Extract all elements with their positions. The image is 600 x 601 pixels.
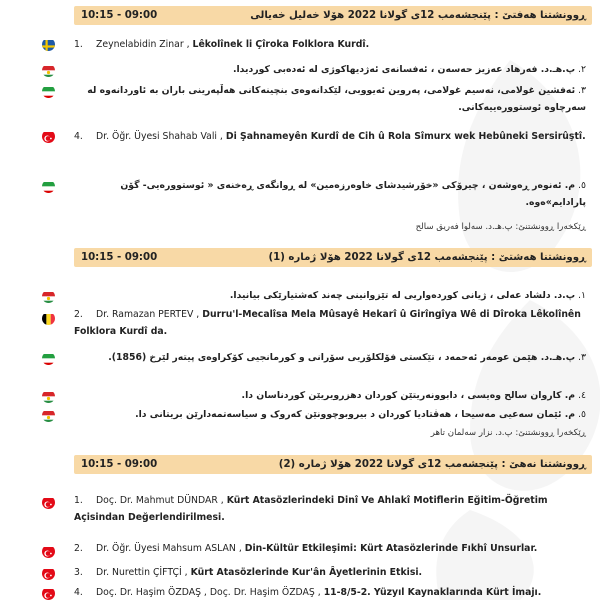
iran-flag-icon [42,180,55,193]
list-item: ١. پ.د. دلشاد عەلی ، ژیانی کوردەواریی لە تێزوانینی چەند کەشتیارێکی بیانیدا. [229,290,586,301]
session-8-time: 10:15 - 09:00 [81,252,158,263]
sweden-flag-icon [42,38,55,51]
list-item: ٣. ئەفشین غولامی، نەسیم غولامی، پەروین ئەیووبی، لێکدانەوەی بنچینەکانی هەڵپەرینی باران بە ئاوردانەوە لە سەرچاوە ئوستوورەییەکانی. [87,85,586,113]
list-item: 4. Dr. Öğr. Üyesi Shahab Vali , Di Şahnameyên Kurdî de Cih û Rola Sîmurx wek Hebûneki Sersirûştî. [74,131,586,142]
iran-flag-icon [42,85,55,98]
list-item: ٥. م. ئەنوەر ڕەوشەن ، چیرۆکی «خۆرشیدشای خاوەرزەمین» لە ڕوانگەی ڕەخنەی « ئوستوورەیی- گۆن پارادایم»ەوە. [120,180,586,208]
kurdistan-flag-icon [42,409,55,422]
list-item: 1. Doç. Dr. Mahmut DÜNDAR , Kürt Atasözlerindeki Dinî Ve Ahlakî Motiflerin Eğitim-Öğretim Açisindan Değerlendirilmesi. [74,495,548,523]
turkey-flag-icon [42,545,55,558]
list-item: 2. Dr. Öğr. Üyesi Mahsum ASLAN , Din-Kültür Etkileşimi: Kürt Atasözlerinde Fıkhî Unsurlar. [74,543,538,554]
session-9-time: 10:15 - 09:00 [81,459,158,470]
session-8-chair: ڕێکخەرا ڕوونشتنێ: پ.د. نزار سەلمان تاهر [430,428,586,438]
iran-flag-icon [42,352,55,365]
list-item: 4. Doç. Dr. Haşim ÖZDAŞ , Doç. Dr. Haşim ÖZDAŞ , 11-8/5-2. Yüzyıl Kaynaklarında Kürt İmajı. [74,587,542,598]
session-9-header [74,455,592,474]
list-item: ٣. پ.هـ.د. هێمن عومەر ئەحمەد ، تێکستی فۆلکلۆریی سۆرانی و کورمانجیی کۆکراوەی پیتەر لێرخ (1856). [108,352,586,363]
list-item: ٢. پ.هـ.د. فەرهاد عەزیز حەسەن ، ئەفسانەی ئەژدیهاکوژی لە ئەدەبی کوردیدا. [232,64,586,75]
session-7-title: ڕوونشتنا هەفتێ : پێنجشەمب 12ی گولانا 2022 هۆلا خەلیل خەیالی [250,10,586,21]
list-item: 1. Zeynelabidin Zinar , Lêkolînek li Çîroka Folklora Kurdî. [74,39,370,50]
kurdistan-flag-icon [42,64,55,77]
session-7-header [74,6,592,25]
turkey-flag-icon [42,587,55,600]
session-7-time: 10:15 - 09:00 [81,10,158,21]
list-item: ٥. م. ئێمان سەعیی مەسیحا ، هەڤتادیا کوردان د بیروبوچوونێن کەروک و سیاسەتمەدارێن بریتانی دا. [135,409,586,420]
turkey-flag-icon [42,567,55,580]
turkey-flag-icon [42,130,55,143]
kurdistan-flag-icon [42,290,55,303]
belgium-flag-icon [42,312,55,325]
session-8-header [74,248,592,267]
session-8-title: ڕوونشتنا هەشتێ : پێنجشەمب 12ی گولانا 2022 هۆلا ژمارە (1) [268,252,586,263]
turkey-flag-icon [42,496,55,509]
list-item: 3. Dr. Nurettin ÇİFTÇİ , Kürt Atasözlerinde Kur'ân Âyetlerinin Etkisi. [74,567,423,578]
session-9-title: ڕوونشتنا نەهێ : پێنجشەمب 12ی گولانا 2022 هۆلا ژمارە (2) [278,459,586,470]
list-item: 2. Dr. Ramazan PERTEV , Durru'l-Mecalîsa Mela Mûsayê Hekarî û Girîngîya Wê di Dîroka Lêkolînên Folklora Kurdî da. [74,309,581,337]
list-item: ٤. م. کاروان سالح وەیسی ، دابوونەریتێن کوردان دهزرویریێن کوردناسان دا. [241,390,586,401]
session-7-chair: ڕێکخەرا ڕوونشتنێ: پ.هـ.د. سەلوا فەریق سالح [415,222,586,232]
kurdistan-flag-icon [42,390,55,403]
